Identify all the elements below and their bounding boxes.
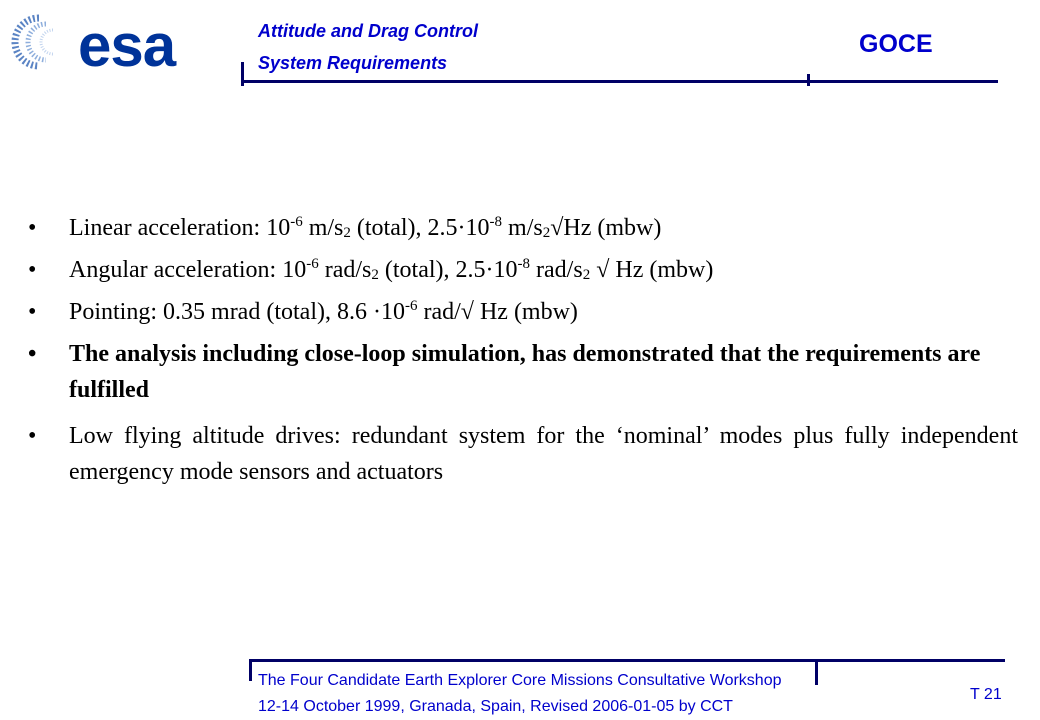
bullet-analysis-conclusion: • The analysis including close-loop simulation, has demonstrated that the requirements are fulfilled	[28, 336, 1018, 408]
bullet-marker: •	[28, 215, 37, 241]
requirements-list	[28, 210, 1018, 496]
header-title: Attitude and Drag Control	[258, 21, 478, 41]
bullet-angular-acceleration: • Angular acceleration: $10^{-6}$ rad/$s_2$ (total), $2.5\cdot 10^{-8}$ rad/$s_2$ √ Hz (mbw)	[28, 252, 1018, 288]
bullet-pointing: • Pointing: 0.35 mrad (total), $8.6 \cdot 10^{-6}$ rad/√ Hz (mbw)	[28, 294, 1018, 330]
header-rule-mid-tick	[807, 74, 810, 86]
header-subtitle: System Requirements	[258, 53, 448, 73]
esa-logo	[2, 6, 238, 78]
bullet-low-altitude: • Low flying altitude drives: redundant system for the ‘nominal’ modes plus fully independent emergency mode sensors and actuators	[28, 418, 1018, 490]
bullet-marker: •	[28, 299, 37, 325]
footer-date-location: 12-14 October 1999, Granada, Spain, Revised 2006-01-05 by CCT	[258, 698, 733, 715]
bullet-marker: •	[28, 423, 37, 449]
footer-rule-left-tick	[249, 659, 252, 681]
bullet-linear-acceleration: • Linear acceleration: $10^{-6}$ $m/s_2$ (total), $2.5\cdot 10^{-8}$ $m/s_2√Hz$ (mbw)	[28, 210, 1018, 246]
esa-logo-swoosh	[15, 18, 53, 66]
footer-rule-mid-tick	[815, 659, 818, 685]
esa-logo-text: esa	[78, 12, 176, 78]
mission-name: GOCE	[859, 30, 933, 58]
page-number: T 21	[970, 686, 1002, 703]
footer-workshop: The Four Candidate Earth Explorer Core Missions Consultative Workshop	[258, 672, 782, 689]
bullet-marker: •	[28, 341, 37, 367]
bullet-marker: •	[28, 257, 37, 283]
footer-rule	[249, 659, 1005, 662]
header-rule	[241, 80, 998, 83]
